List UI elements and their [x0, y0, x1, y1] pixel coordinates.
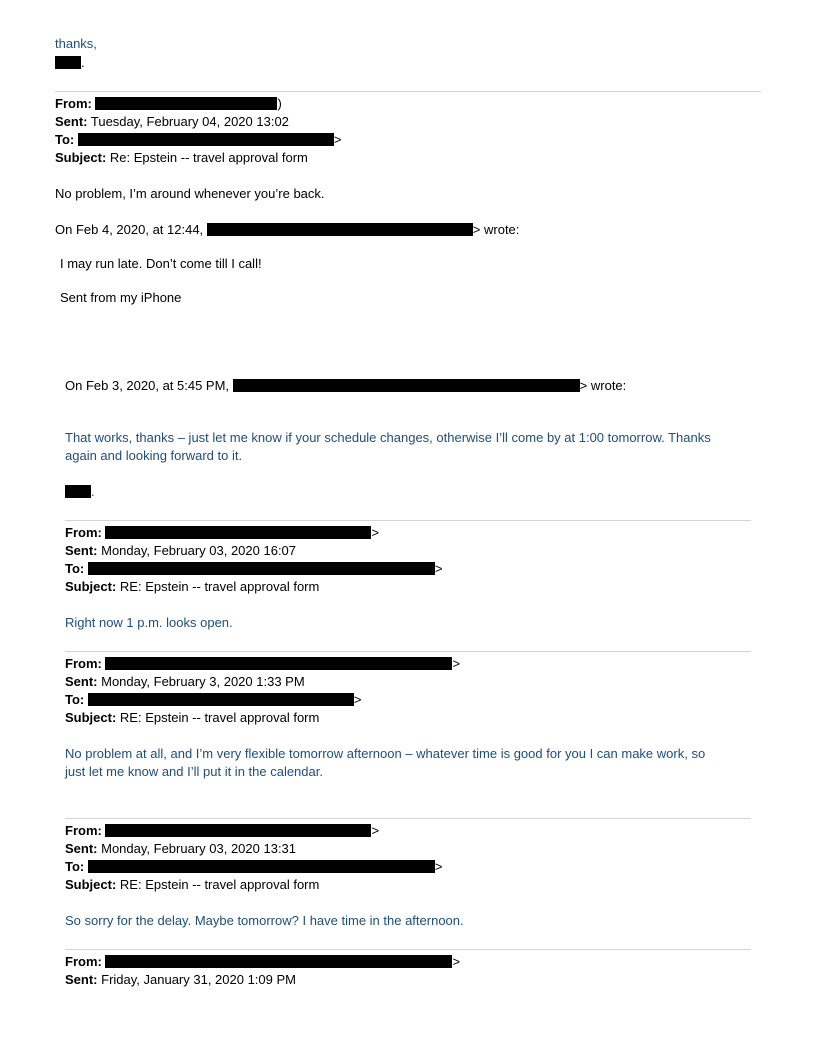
msg5-from — [65, 953, 460, 971]
quote2-body-line2: again and looking forward to it. — [65, 448, 243, 463]
attribution-prefix: On Feb 4, 2020, at 12:44, — [55, 222, 204, 237]
msg2-subject — [65, 578, 319, 596]
from-label: From: — [65, 823, 102, 838]
subject-value: RE: Epstein -- travel approval form — [119, 579, 320, 594]
signoff-name — [55, 54, 85, 72]
from-suffix: > — [371, 525, 380, 540]
msg3-from — [65, 655, 460, 673]
redaction-block — [88, 693, 354, 706]
signoff-suffix: . — [81, 55, 85, 70]
sent-value: Tuesday, February 04, 2020 13:02 — [90, 114, 289, 129]
subject-label: Subject: — [65, 579, 117, 594]
quote2-signature — [65, 483, 95, 501]
to-label: To: — [55, 132, 75, 147]
subject-value: Re: Epstein -- travel approval form — [109, 150, 308, 165]
attribution-prefix: On Feb 3, 2020, at 5:45 PM, — [65, 378, 230, 393]
sent-label: Sent: — [65, 543, 98, 558]
quote1-attribution — [55, 221, 519, 239]
msg2-body: Right now 1 p.m. looks open. — [65, 615, 233, 630]
subject-label: Subject: — [55, 150, 107, 165]
sent-label: Sent: — [65, 674, 98, 689]
from-label: From: — [65, 656, 102, 671]
to-label: To: — [65, 859, 85, 874]
msg3-subject — [65, 709, 319, 727]
divider — [65, 818, 751, 819]
to-label: To: — [65, 561, 85, 576]
redaction-block — [105, 955, 452, 968]
redaction-block — [88, 562, 435, 575]
quote1-line1: I may run late. Don’t come till I call! — [60, 256, 262, 271]
signature-suffix: . — [91, 484, 95, 499]
msg5-sent — [65, 971, 296, 989]
to-suffix: > — [434, 859, 443, 874]
divider — [65, 651, 751, 652]
msg1-subject — [55, 149, 308, 167]
redaction-block — [88, 860, 435, 873]
redaction-block — [55, 56, 81, 69]
subject-label: Subject: — [65, 710, 117, 725]
redaction-block — [78, 133, 334, 146]
msg2-sent — [65, 542, 296, 560]
msg3-to — [65, 691, 361, 709]
msg3-body-line2: just let me know and I’ll put it in the calendar. — [65, 764, 323, 779]
sent-label: Sent: — [65, 972, 98, 987]
subject-value: RE: Epstein -- travel approval form — [119, 710, 320, 725]
msg4-subject — [65, 876, 319, 894]
divider — [65, 949, 751, 950]
sent-value: Friday, January 31, 2020 1:09 PM — [101, 972, 296, 987]
sent-label: Sent: — [65, 841, 98, 856]
attribution-suffix: > wrote: — [472, 222, 520, 237]
msg4-from — [65, 822, 379, 840]
from-suffix: > — [452, 656, 461, 671]
quote2-body-line1: That works, thanks – just let me know if your schedule changes, otherwise I’ll come by at 1:00 tomorrow. Thanks — [65, 430, 711, 445]
msg2-to — [65, 560, 442, 578]
from-label: From: — [65, 525, 102, 540]
from-label: From: — [55, 96, 92, 111]
msg4-to — [65, 858, 442, 876]
attribution-suffix: > wrote: — [579, 378, 627, 393]
divider — [65, 520, 751, 521]
sent-value: Monday, February 03, 2020 13:31 — [101, 841, 297, 856]
from-suffix: > — [452, 954, 461, 969]
quote1-line2: Sent from my iPhone — [60, 290, 182, 305]
to-suffix: > — [333, 132, 342, 147]
msg1-to — [55, 131, 341, 149]
redaction-block — [105, 824, 371, 837]
divider — [55, 91, 761, 92]
subject-label: Subject: — [65, 877, 117, 892]
redaction-block — [105, 526, 371, 539]
msg1-from — [55, 95, 282, 113]
msg2-from — [65, 524, 379, 542]
from-suffix: > — [371, 823, 380, 838]
subject-value: RE: Epstein -- travel approval form — [119, 877, 320, 892]
sent-value: Monday, February 3, 2020 1:33 PM — [101, 674, 305, 689]
msg4-body: So sorry for the delay. Maybe tomorrow? I have time in the afternoon. — [65, 913, 464, 928]
redaction-block — [65, 485, 91, 498]
from-label: From: — [65, 954, 102, 969]
redaction-block — [233, 379, 580, 392]
msg1-sent — [55, 113, 289, 131]
from-suffix: ) — [277, 96, 282, 111]
to-suffix: > — [434, 561, 443, 576]
to-label: To: — [65, 692, 85, 707]
msg3-sent — [65, 673, 305, 691]
msg4-sent — [65, 840, 296, 858]
quote2-attribution — [65, 377, 626, 395]
signoff-thanks: thanks, — [55, 36, 97, 51]
redaction-block — [105, 657, 452, 670]
sent-value: Monday, February 03, 2020 16:07 — [101, 543, 297, 558]
to-suffix: > — [353, 692, 362, 707]
msg3-body-line1: No problem at all, and I’m very flexible tomorrow afternoon – whatever time is good for you I can make work, so — [65, 746, 706, 761]
sent-label: Sent: — [55, 114, 88, 129]
redaction-block — [95, 97, 277, 110]
msg1-body: No problem, I’m around whenever you’re back. — [55, 186, 325, 201]
redaction-block — [207, 223, 473, 236]
